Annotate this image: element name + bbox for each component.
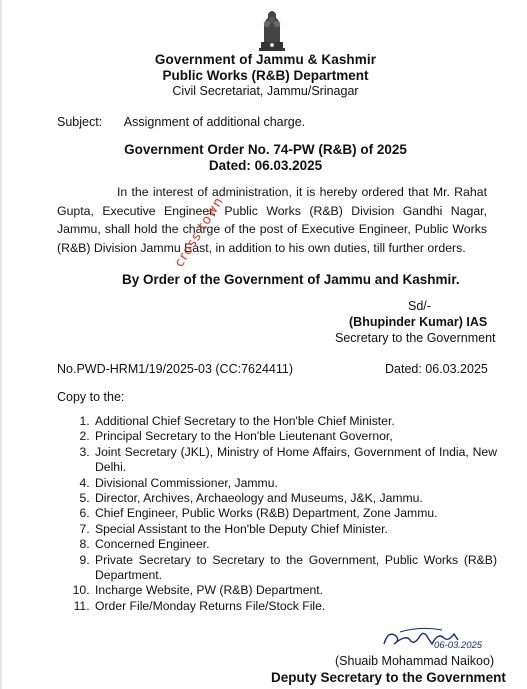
undersigned-name: (Shuaib Mohammad Naikoo) — [335, 654, 495, 668]
order-body-text: In the interest of administration, it is hereby ordered that Mr. Rahat Gupta, Executive Engineer, Public Works (R&B) Division Gandhi Nagar, Jammu, shall hold the charge of the post of Executive Engineer, Public Works (R&B) Division Jammu East, in addition to his own duties, till further orders. — [57, 185, 487, 255]
order-number: Government Order No. 74-PW (R&B) of 2025 — [124, 142, 407, 157]
undersigned-title: Deputy Secretary to the Government — [271, 670, 506, 685]
order-body — [57, 183, 487, 257]
list-item: 3. Joint Secretary (JKL), Ministry of Home Affairs, Government of India, New Delhi. — [93, 445, 497, 476]
by-order-line: By Order of the Government of Jammu and Kashmir. — [122, 272, 460, 287]
list-item: 9. Private Secretary to Secretary to the Government, Public Works (R&B) Department. — [93, 553, 497, 584]
list-item: 2. Principal Secretary to the Hon'ble Lieutenant Governor, — [93, 429, 497, 444]
list-item: 5. Director, Archives, Archaeology and Museums, J&K, Jammu. — [93, 491, 497, 506]
list-item: 1. Additional Chief Secretary to the Hon'ble Chief Minister. — [93, 414, 497, 429]
national-emblem-icon — [255, 6, 289, 52]
order-date: Dated: 06.03.2025 — [208, 158, 323, 173]
signatory-sd: Sd/- — [408, 299, 431, 313]
header-department: Public Works (R&B) Department — [162, 68, 369, 83]
header-government: Government of Jammu & Kashmir — [154, 52, 377, 67]
subject-line — [57, 115, 305, 129]
header-address: Civil Secretariat, Jammu/Srinagar — [172, 84, 359, 98]
list-item: 8. Concerned Engineer. — [93, 537, 497, 552]
subject-label: Subject: — [57, 115, 103, 129]
reference-date: Dated: 06.03.2025 — [385, 362, 488, 376]
signature-date: 06-03.2025 — [434, 640, 483, 651]
copy-to-label: Copy to the: — [57, 390, 125, 404]
list-item: 11. Order File/Monday Returns File/Stock File. — [93, 599, 497, 614]
signatory-name: (Bhupinder Kumar) IAS — [349, 315, 488, 329]
signatory-title: Secretary to the Government — [335, 331, 496, 345]
overlay-stamp: cross town — [172, 194, 227, 270]
subject-text: Assignment of additional charge. — [123, 115, 306, 129]
copy-to-list — [57, 414, 497, 614]
reference-number: No.PWD-HRM1/19/2025-03 (CC:7624411) — [57, 362, 293, 376]
list-item: 6. Chief Engineer, Public Works (R&B) Department, Zone Jammu. — [93, 506, 497, 521]
list-item: 7. Special Assistant to the Hon'ble Deputy Chief Minister. — [93, 522, 497, 537]
list-item: 4. Divisional Commissioner, Jammu. — [93, 476, 497, 491]
list-item: 10. Incharge Website, PW (R&B) Department. — [93, 583, 497, 598]
